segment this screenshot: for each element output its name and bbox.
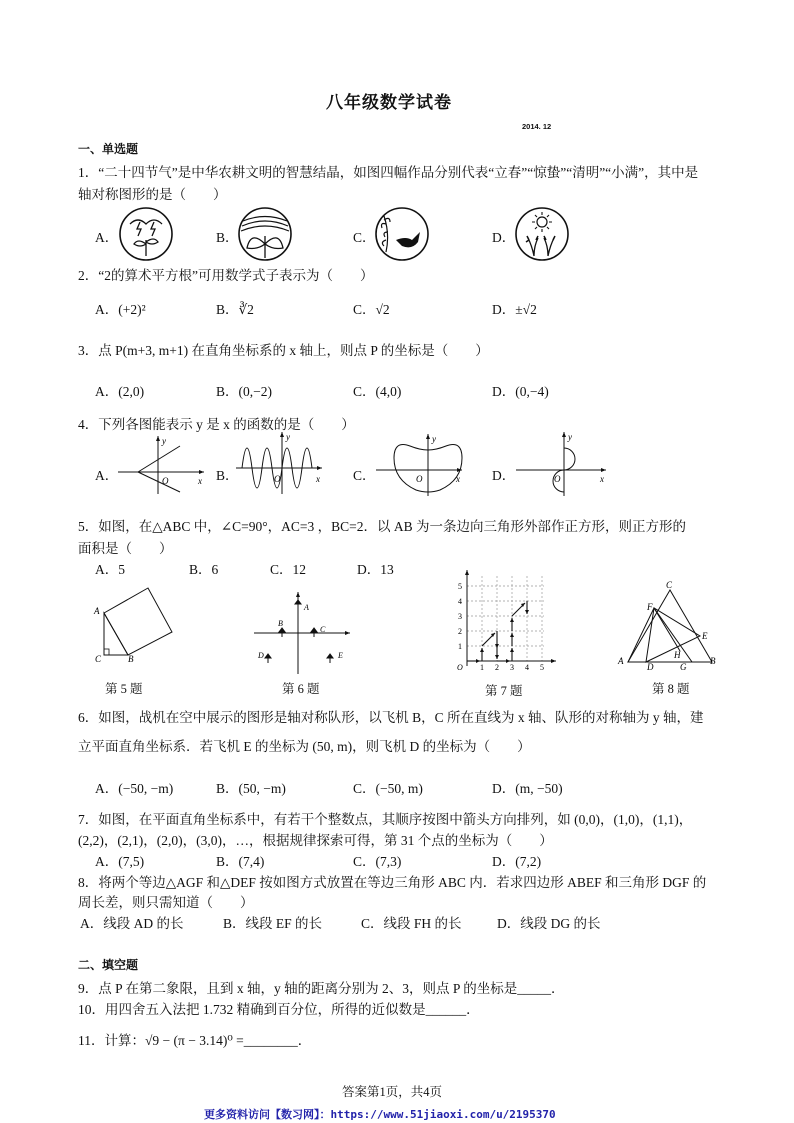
q8-point-f: F (647, 602, 653, 612)
q8-point-d: D (647, 662, 654, 672)
q8-option-b[interactable]: B．线段 EF 的长 (223, 916, 323, 931)
svg-text:y: y (432, 434, 436, 444)
caption-q8: 第 8 题 (652, 682, 690, 696)
lichun-solar-term-icon (118, 206, 174, 262)
section-fill-in: 二、填空题 (78, 958, 139, 972)
q2-option-c[interactable]: C．√2 (353, 302, 390, 317)
q7-xtick-5: 5 (540, 663, 544, 672)
svg-text:x: x (456, 474, 460, 484)
q4-graph-b (236, 430, 326, 496)
q6-point-e: E (338, 651, 343, 660)
q1-text-line2: 轴对称图形的是（ ） (78, 187, 227, 202)
q2-option-b[interactable]: B．∛2 (216, 302, 254, 317)
q1-text-line1: 1．“二十四节气”是中华农耕文明的智慧结晶，如图四幅作品分别代表“立春”“惊蛰”“清明”“小满”，其中是 (78, 165, 699, 180)
q4-option-d-label: D． (492, 468, 516, 483)
q6-point-d: D (258, 651, 264, 660)
q7-option-b[interactable]: B．(7,4) (216, 854, 265, 869)
q5-point-b: B (128, 654, 134, 664)
q5-option-d[interactable]: D．13 (357, 562, 394, 577)
q5-text-line1: 5．如图，在△ABC 中，∠C=90°，AC=3 ，BC=2．以 AB 为一条边向三角形外部作正方形，则正方形的 (78, 519, 686, 534)
q7-ytick-5: 5 (458, 582, 462, 591)
q5-option-c[interactable]: C．12 (270, 562, 307, 577)
figure-q5 (92, 580, 186, 668)
q7-xtick-o: O (457, 663, 463, 672)
figure-q6 (252, 590, 352, 678)
q5-text-line2: 面积是（ ） (78, 541, 173, 556)
q2-text: 2．“2的算术平方根”可用数学式子表示为（ ） (78, 268, 374, 283)
q7-xtick-3: 3 (510, 663, 514, 672)
q7-ytick-1: 1 (458, 642, 462, 651)
svg-text:O: O (416, 474, 423, 484)
q3-option-b[interactable]: B．(0,−2) (216, 384, 272, 399)
q7-ytick-2: 2 (458, 627, 462, 636)
q1-option-c-label: C． (353, 230, 376, 245)
q7-xtick-1: 1 (480, 663, 484, 672)
caption-q6: 第 6 题 (282, 682, 320, 696)
qingming-solar-term-icon (374, 206, 430, 262)
q3-option-c[interactable]: C．(4,0) (353, 384, 402, 399)
resource-link[interactable]: 更多资料访问【数习网】：https://www.51jiaoxi.com/u/2195370 (204, 1108, 556, 1121)
q7-option-a[interactable]: A．(7,5) (95, 854, 145, 869)
q8-text-line2: 周长差，则只需知道（ ） (78, 895, 254, 910)
svg-text:x: x (600, 474, 604, 484)
page-number: 答案第1页，共4页 (342, 1085, 443, 1099)
q7-text-line1: 7．如图，在平面直角坐标系中，有若干个整数点，其顺序按图中箭头方向排列，如 (0,0)，(1,0)，(1,1)， (78, 812, 693, 827)
caption-q5: 第 5 题 (105, 682, 143, 696)
svg-text:x: x (198, 476, 202, 486)
q6-text-line1: 6．如图，战机在空中展示的图形是轴对称队形，以飞机 B，C 所在直线为 x 轴、队形的对称轴为 y 轴，建 (78, 710, 704, 725)
q4-graph-d (516, 430, 610, 498)
q6-option-b[interactable]: B．(50, −m) (216, 781, 286, 796)
q3-option-a[interactable]: A．(2,0) (95, 384, 145, 399)
q6-option-c[interactable]: C．(−50, m) (353, 781, 423, 796)
section-single-choice: 一、单选题 (78, 142, 139, 156)
q8-option-d[interactable]: D．线段 DG 的长 (497, 916, 601, 931)
q10-text: 10．用四舍五入法把 1.732 精确到百分位，所得的近似数是______． (78, 1002, 480, 1017)
q1-option-d-label: D． (492, 230, 516, 245)
svg-text:y: y (162, 436, 166, 446)
q1-option-b-label: B． (216, 230, 239, 245)
page-title: 八年级数学试卷 (326, 93, 452, 113)
q5-point-c: C (95, 654, 102, 664)
q8-point-e: E (702, 631, 708, 641)
q4-graph-c (376, 432, 466, 498)
q8-point-g: G (680, 662, 687, 672)
q1-option-a-label: A． (95, 230, 119, 245)
q7-option-d[interactable]: D．(7,2) (492, 854, 542, 869)
q9-text: 9．点 P 在第二象限，且到 x 轴，y 轴的距离分别为 2、3，则点 P 的坐标是_____． (78, 981, 565, 996)
q8-point-h: H (674, 650, 681, 660)
svg-text:O: O (554, 474, 561, 484)
svg-text:x: x (316, 474, 320, 484)
q8-text-line1: 8．将两个等边△AGF 和△DEF 按如图方式放置在等边三角形 ABC 内．若求四边形 ABEF 和三角形 DGF 的 (78, 875, 707, 890)
figure-q7 (452, 566, 562, 674)
q6-option-d[interactable]: D．(m, −50) (492, 781, 563, 796)
q5-option-b[interactable]: B．6 (189, 562, 219, 577)
q6-point-b: B (278, 619, 283, 628)
q6-point-c: C (320, 625, 326, 634)
q4-option-a-label: A． (95, 468, 119, 483)
q8-point-c: C (666, 580, 673, 590)
figure-q8 (614, 578, 724, 670)
q8-option-a[interactable]: A．线段 AD 的长 (80, 916, 184, 931)
q5-option-a[interactable]: A．5 (95, 562, 125, 577)
q6-text-line2: 立平面直角坐标系．若飞机 E 的坐标为 (50, m)，则飞机 D 的坐标为（ ） (78, 739, 531, 754)
exam-date: 2014. 12 (522, 122, 552, 131)
q8-point-b: B (710, 656, 716, 666)
q4-text: 4．下列各图能表示 y 是 x 的函数的是（ ） (78, 417, 355, 432)
jingzhe-solar-term-icon (237, 206, 293, 262)
q2-option-d[interactable]: D．±√2 (492, 302, 537, 317)
q7-text-line2: (2,2)，(2,1)，(2,0)，(3,0)，…，根据规律探索可得，第 31 个点的坐标为（ ） (78, 833, 553, 848)
q2-option-a[interactable]: A．(+2)² (95, 302, 146, 317)
q8-point-a: A (618, 656, 624, 666)
q4-option-c-label: C． (353, 468, 376, 483)
q3-option-d[interactable]: D．(0,−4) (492, 384, 549, 399)
q7-ytick-3: 3 (458, 612, 462, 621)
q7-xtick-4: 4 (525, 663, 529, 672)
q6-option-a[interactable]: A．(−50, −m) (95, 781, 174, 796)
q4-graph-a (118, 434, 208, 496)
svg-text:O: O (274, 474, 281, 484)
xiaoman-solar-term-icon (514, 206, 570, 262)
q11-text: 11．计算：√9 − (π − 3.14)⁰ =________． (78, 1033, 312, 1048)
q8-option-c[interactable]: C．线段 FH 的长 (361, 916, 462, 931)
caption-q7: 第 7 题 (485, 684, 523, 698)
svg-text:y: y (286, 432, 290, 442)
q3-text: 3．点 P(m+3, m+1) 在直角坐标系的 x 轴上，则点 P 的坐标是（ ） (78, 343, 489, 358)
q7-xtick-2: 2 (495, 663, 499, 672)
q4-option-b-label: B． (216, 468, 239, 483)
svg-text:O: O (162, 476, 169, 486)
q7-ytick-4: 4 (458, 597, 462, 606)
q7-option-c[interactable]: C．(7,3) (353, 854, 402, 869)
svg-text:y: y (568, 432, 572, 442)
q5-point-a: A (94, 606, 100, 616)
q6-point-a: A (304, 603, 309, 612)
